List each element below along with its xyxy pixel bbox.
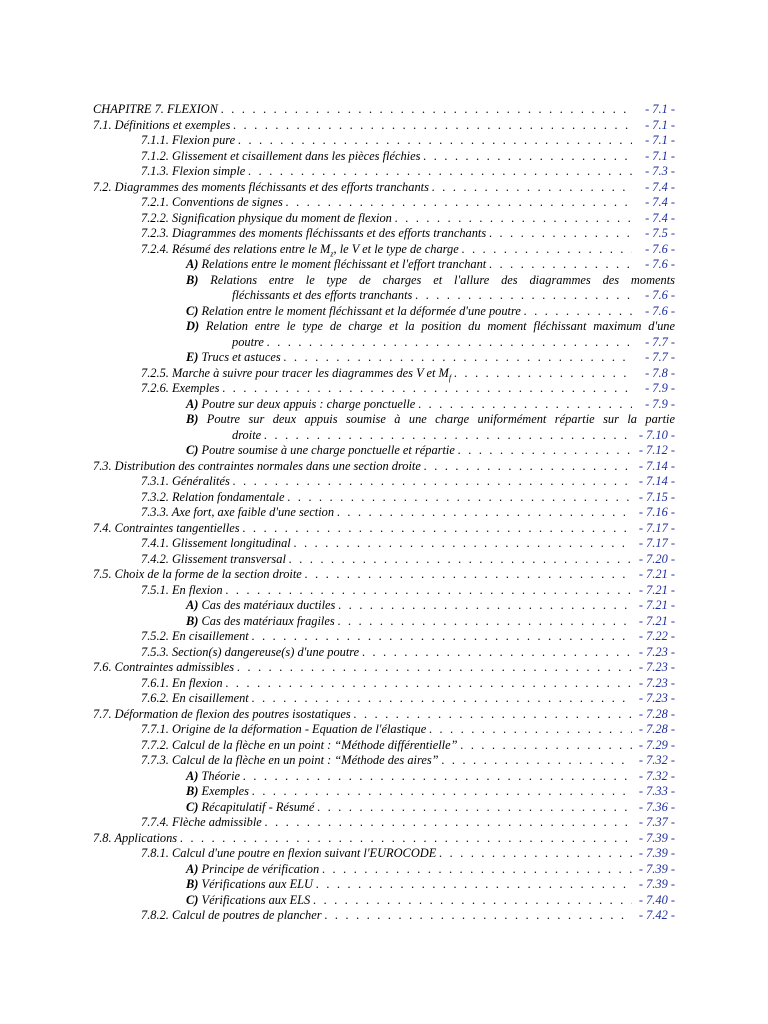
toc-title-text: droite	[232, 427, 262, 442]
leader-dots	[415, 288, 632, 304]
toc-title: 7.7. Déformation de flexion des poutres isostatiques	[93, 706, 351, 721]
toc-page[interactable]: - 7.1 -	[645, 117, 675, 132]
toc-page[interactable]: - 7.29 -	[638, 737, 675, 752]
toc-page[interactable]: - 7.39 -	[638, 861, 675, 876]
toc-title: 7.4.2. Glissement transversal	[141, 551, 286, 566]
toc-page[interactable]: - 7.1 -	[645, 102, 675, 116]
toc-title-part: 7.2.4. Résumé des relations entre le M	[141, 241, 331, 256]
leader-dots	[238, 133, 632, 149]
leader-dots	[424, 459, 632, 475]
toc-entry-item[interactable]	[93, 769, 675, 785]
toc-page[interactable]: - 7.23 -	[638, 691, 675, 705]
leader-dots	[180, 831, 632, 847]
toc-page[interactable]: - 7.42 -	[638, 908, 675, 922]
toc-page[interactable]: - 7.21 -	[638, 613, 675, 628]
toc-page[interactable]: - 7.12 -	[638, 443, 675, 457]
toc-entry-item[interactable]	[93, 893, 675, 909]
leader-dots	[248, 164, 632, 180]
toc-entry-section[interactable]	[93, 660, 675, 676]
leader-dots	[337, 505, 632, 521]
toc-page[interactable]: - 7.6 -	[645, 241, 675, 256]
toc-title-text: Relation entre le moment fléchissant et la déformée d'une poutre	[201, 303, 521, 318]
toc-page[interactable]: - 7.23 -	[638, 644, 675, 659]
toc-page[interactable]: - 7.9 -	[645, 381, 675, 395]
toc-entry-subsection[interactable]	[93, 536, 675, 552]
leader-dots	[226, 676, 632, 692]
leader-dots	[489, 257, 632, 273]
item-letter: A)	[186, 861, 199, 876]
toc-entry-subsection[interactable]	[93, 629, 675, 645]
toc-title: 7.3.1. Généralités	[141, 474, 230, 488]
leader-dots	[221, 102, 632, 118]
toc-entry-item[interactable]	[93, 784, 675, 800]
leader-dots	[284, 350, 632, 366]
toc-title: 7.2.6. Exemples	[141, 381, 220, 395]
toc-page[interactable]: - 7.23 -	[638, 675, 675, 690]
toc-page[interactable]: - 7.14 -	[638, 458, 675, 473]
toc-title: 7.8.2. Calcul de poutres de plancher	[141, 908, 322, 922]
leader-dots	[338, 614, 632, 630]
toc-title	[186, 257, 486, 273]
item-letter: A)	[186, 396, 199, 411]
toc-entry-subsection[interactable]	[93, 164, 675, 180]
toc-page[interactable]: - 7.4 -	[645, 179, 675, 194]
toc-page[interactable]: - 7.28 -	[638, 722, 675, 736]
leader-dots	[305, 567, 632, 583]
toc-title: 7.5.3. Section(s) dangereuse(s) d'une poutre	[141, 644, 360, 659]
toc-entry-chapter[interactable]	[93, 102, 675, 118]
toc-entry-subsection[interactable]	[93, 908, 675, 924]
toc-page[interactable]: - 7.37 -	[638, 815, 675, 829]
toc-title: 7.1.1. Flexion pure	[141, 133, 236, 147]
toc-title-text: Récapitulatif - Résumé	[201, 799, 315, 814]
leader-dots	[289, 552, 632, 568]
toc-title-text: Poutre sur deux appuis : charge ponctuelle	[201, 396, 416, 411]
toc-entry-subsection[interactable]	[93, 366, 675, 382]
toc-title: 7.7.4. Flèche admissible	[141, 815, 262, 829]
leader-dots	[264, 428, 632, 444]
toc-title-text: Trucs et astuces	[201, 350, 281, 364]
toc-entry-subsection[interactable]	[93, 505, 675, 521]
toc-page[interactable]: - 7.21 -	[638, 567, 675, 581]
item-letter: B)	[186, 272, 199, 287]
toc-entry-item[interactable]	[93, 350, 675, 366]
leader-dots	[267, 335, 632, 351]
toc-entry-item[interactable]	[93, 877, 675, 893]
toc-entry-item[interactable]	[93, 304, 675, 320]
leader-dots	[439, 846, 632, 862]
item-letter: B)	[186, 412, 199, 426]
toc-title: 7.7.2. Calcul de la flèche en un point : “Méthode différentielle”	[141, 737, 458, 752]
toc-entry-subsection[interactable]	[93, 583, 675, 599]
toc-title-text: Vérifications aux ELS	[201, 892, 311, 907]
toc-title: 7.7.3. Calcul de la flèche en un point : “Méthode des aires”	[141, 753, 439, 767]
toc-title: 7.3.2. Relation fondamentale	[141, 489, 285, 504]
toc-page[interactable]: - 7.1 -	[645, 148, 675, 163]
toc-title-text: Poutre sur deux appuis soumise à une charge uniformément répartie sur la partie	[206, 412, 675, 426]
leader-dots	[325, 908, 632, 924]
toc-title	[186, 800, 314, 816]
toc-page[interactable]: - 7.40 -	[638, 892, 675, 907]
toc-title-part: , le V et le type de charge	[333, 241, 459, 256]
toc-title-text: Exemples	[201, 784, 249, 798]
toc-entry-item[interactable]	[93, 397, 675, 413]
toc-entry-section[interactable]	[93, 521, 675, 537]
toc-title	[186, 397, 415, 413]
leader-dots	[233, 474, 632, 490]
toc-entry-subsection[interactable]	[93, 242, 675, 258]
toc-entry-subsection[interactable]	[93, 149, 675, 165]
leader-dots	[354, 707, 632, 723]
item-letter: B)	[186, 784, 199, 798]
toc-entry-subsection[interactable]	[93, 676, 675, 692]
toc-page[interactable]: - 7.21 -	[638, 598, 675, 612]
toc-entry-subsection[interactable]	[93, 645, 675, 661]
item-letter: A)	[186, 598, 199, 612]
toc-page[interactable]: - 7.4 -	[645, 210, 675, 225]
toc-page[interactable]: - 7.36 -	[638, 799, 675, 814]
toc-entry-section[interactable]	[93, 707, 675, 723]
leader-dots	[524, 304, 632, 320]
item-letter: A)	[186, 768, 199, 783]
toc-title: 7.2.3. Diagrammes des moments fléchissants et des efforts tranchants	[141, 226, 487, 240]
toc-entry-item[interactable]	[93, 862, 675, 878]
toc-entry-item-line2[interactable]	[93, 428, 675, 444]
toc-page[interactable]: - 7.39 -	[638, 830, 675, 845]
item-letter: E)	[186, 350, 199, 364]
toc-entry-subsection[interactable]	[93, 815, 675, 831]
toc-title	[186, 412, 675, 428]
toc-page[interactable]: - 7.39 -	[638, 877, 675, 891]
item-letter: C)	[186, 443, 199, 457]
toc-title: 7.2. Diagrammes des moments fléchissants et des efforts tranchants	[93, 179, 429, 194]
leader-dots	[316, 877, 632, 893]
toc-title-text: Relations entre le moment fléchissant et l'effort tranchant	[201, 257, 487, 271]
toc-title	[186, 614, 335, 630]
toc-title: 7.1.3. Flexion simple	[141, 164, 246, 178]
toc-entry-subsection[interactable]	[93, 474, 675, 490]
toc-title	[186, 443, 455, 459]
toc-page[interactable]: - 7.7 -	[645, 350, 675, 364]
toc-page[interactable]: - 7.7 -	[645, 334, 675, 349]
toc-entry-subsection[interactable]	[93, 722, 675, 738]
toc-title-text: Cas des matériaux fragiles	[201, 613, 335, 628]
toc-entry-section[interactable]	[93, 459, 675, 475]
leader-dots	[317, 800, 632, 816]
toc-title-text: poutre	[232, 334, 264, 349]
toc-page[interactable]: - 7.10 -	[638, 427, 675, 442]
toc-entry-section[interactable]	[93, 831, 675, 847]
leader-dots	[294, 536, 632, 552]
toc-title-text: Vérifications aux ELU	[201, 877, 314, 891]
toc-entry-subsection[interactable]	[93, 738, 675, 754]
toc-page[interactable]: - 7.23 -	[638, 660, 675, 674]
toc-title: 7.5.2. En cisaillement	[141, 629, 249, 643]
item-letter: C)	[186, 303, 199, 318]
toc-title: 7.2.1. Conventions de signes	[141, 195, 283, 209]
leader-dots	[252, 691, 632, 707]
leader-dots	[460, 738, 632, 754]
toc-page[interactable]: - 7.20 -	[638, 551, 675, 566]
toc-page[interactable]: - 7.3 -	[645, 164, 675, 178]
toc-entry-section[interactable]	[93, 180, 675, 196]
toc-title-text: Théorie	[201, 768, 241, 783]
toc-title	[186, 769, 240, 785]
toc-page[interactable]: - 7.21 -	[638, 582, 675, 597]
toc-title: 7.1.2. Glissement et cisaillement dans les pièces fléchies	[141, 148, 421, 163]
toc-title	[186, 862, 319, 878]
toc-page[interactable]: - 7.32 -	[638, 768, 675, 783]
toc-entry-subsection[interactable]	[93, 490, 675, 506]
toc-entry-item[interactable]	[93, 614, 675, 630]
leader-dots	[288, 490, 632, 506]
toc-title-text: Principe de vérification	[201, 861, 320, 876]
toc-title: 7.4. Contraintes tangentielles	[93, 520, 240, 535]
toc-page[interactable]: - 7.15 -	[638, 489, 675, 504]
toc-title-text: Poutre soumise à une charge ponctuelle et répartie	[201, 443, 455, 457]
toc-title	[186, 350, 281, 366]
toc-title: 7.5. Choix de la forme de la section droite	[93, 567, 302, 581]
toc-title	[186, 784, 249, 800]
toc-title: 7.5.1. En flexion	[141, 582, 223, 597]
toc-page[interactable]: - 7.17 -	[638, 520, 675, 535]
leader-dots	[252, 629, 632, 645]
item-letter: B)	[186, 613, 199, 628]
toc-page[interactable]: - 7.14 -	[638, 474, 675, 488]
toc-title	[186, 304, 521, 320]
leader-dots	[233, 118, 632, 134]
leader-dots	[286, 195, 632, 211]
toc-title-text: fléchissants et des efforts tranchants	[232, 288, 413, 302]
toc-entry-subsection[interactable]	[93, 133, 675, 149]
item-letter: C)	[186, 892, 199, 907]
toc-entry-subsection[interactable]	[93, 381, 675, 397]
toc-title: 7.4.1. Glissement longitudinal	[141, 536, 291, 550]
toc-title: 7.3.3. Axe fort, axe faible d'une section	[141, 505, 335, 519]
toc-title: 7.8.1. Calcul d'une poutre en flexion suivant l'EUROCODE	[141, 846, 437, 860]
leader-dots	[432, 180, 632, 196]
toc-title	[186, 319, 675, 335]
toc-page[interactable]: - 7.17 -	[638, 536, 675, 550]
leader-dots	[395, 211, 632, 227]
leader-dots	[458, 443, 632, 459]
toc-title-text: Relation entre le type de charge et la position du moment fléchissant maximum d'une	[205, 319, 675, 333]
toc-entry-section[interactable]	[93, 567, 675, 583]
leader-dots	[454, 366, 632, 382]
leader-dots	[423, 149, 632, 165]
toc-page[interactable]: - 7.4 -	[645, 195, 675, 209]
toc-page[interactable]: - 7.32 -	[638, 753, 675, 767]
toc-title-text: Cas des matériaux ductiles	[201, 598, 336, 612]
toc-title: 7.6.2. En cisaillement	[141, 691, 249, 705]
toc-title: 7.2.2. Signification physique du moment de flexion	[141, 210, 392, 225]
leader-dots	[243, 769, 632, 785]
toc-page[interactable]: - 7.6 -	[645, 288, 675, 302]
subscript: f	[448, 372, 452, 382]
toc-entry-item-line1[interactable]	[93, 319, 675, 335]
toc-title: 7.3. Distribution des contraintes normales dans une section droite	[93, 458, 421, 473]
toc-page[interactable]: - 7.22 -	[638, 629, 675, 643]
toc-page[interactable]: - 7.9 -	[645, 396, 675, 411]
item-letter: A)	[186, 257, 199, 271]
table-of-contents	[93, 102, 675, 924]
toc-title: 7.8. Applications	[93, 830, 178, 845]
leader-dots	[338, 598, 632, 614]
toc-title: 7.6.1. En flexion	[141, 675, 223, 690]
toc-entry-item[interactable]	[93, 443, 675, 459]
item-letter: D)	[186, 319, 200, 333]
toc-page[interactable]: - 7.5 -	[645, 226, 675, 240]
toc-title	[141, 366, 451, 382]
leader-dots	[265, 815, 632, 831]
toc-entry-subsection[interactable]	[93, 211, 675, 227]
toc-entry-item-line1[interactable]	[93, 273, 675, 289]
toc-title: CHAPITRE 7. FLEXION	[93, 102, 218, 116]
toc-entry-subsection[interactable]	[93, 846, 675, 862]
leader-dots	[252, 784, 632, 800]
toc-page[interactable]: - 7.39 -	[638, 846, 675, 860]
toc-title	[186, 598, 335, 614]
toc-entry-subsection[interactable]	[93, 226, 675, 242]
toc-entry-item-line1[interactable]	[93, 412, 675, 428]
leader-dots	[237, 660, 632, 676]
toc-title: 7.6. Contraintes admissibles	[93, 660, 235, 674]
toc-page[interactable]: - 7.6 -	[645, 303, 675, 318]
toc-page[interactable]: - 7.8 -	[645, 365, 675, 380]
toc-entry-item-line2[interactable]	[93, 288, 675, 304]
toc-title	[141, 242, 459, 258]
toc-title-part: 7.2.5. Marche à suivre pour tracer les diagrammes des V et M	[141, 365, 449, 380]
toc-entry-item[interactable]	[93, 800, 675, 816]
item-letter: C)	[186, 799, 199, 814]
leader-dots	[442, 753, 632, 769]
toc-page[interactable]: - 7.33 -	[638, 784, 675, 798]
leader-dots	[362, 645, 632, 661]
item-letter: B)	[186, 877, 199, 891]
subscript: z	[330, 248, 334, 258]
leader-dots	[418, 397, 632, 413]
toc-entry-subsection[interactable]	[93, 753, 675, 769]
leader-dots	[313, 893, 632, 909]
leader-dots	[222, 381, 632, 397]
leader-dots	[243, 521, 632, 537]
toc-page[interactable]: - 7.28 -	[638, 706, 675, 721]
leader-dots	[429, 722, 632, 738]
toc-title: 7.7.1. Origine de la déformation - Equation de l'élastique	[141, 722, 427, 736]
toc-title-text: Relations entre le type de charges et l'allure des diagrammes des moments	[210, 272, 675, 287]
leader-dots	[462, 242, 632, 258]
toc-title	[186, 273, 675, 289]
toc-page[interactable]: - 7.1 -	[645, 133, 675, 147]
leader-dots	[489, 226, 632, 242]
toc-entry-subsection[interactable]	[93, 552, 675, 568]
toc-entry-section[interactable]	[93, 118, 675, 134]
toc-title	[186, 877, 313, 893]
toc-entry-subsection[interactable]	[93, 691, 675, 707]
leader-dots	[322, 862, 632, 878]
toc-title: 7.1. Définitions et exemples	[93, 117, 231, 132]
toc-page[interactable]: - 7.16 -	[638, 505, 675, 519]
toc-page[interactable]: - 7.6 -	[645, 257, 675, 271]
toc-entry-item-line2[interactable]	[93, 335, 675, 351]
toc-entry-item[interactable]	[93, 257, 675, 273]
toc-entry-item[interactable]	[93, 598, 675, 614]
toc-entry-subsection[interactable]	[93, 195, 675, 211]
leader-dots	[226, 583, 632, 599]
toc-title	[186, 893, 310, 909]
